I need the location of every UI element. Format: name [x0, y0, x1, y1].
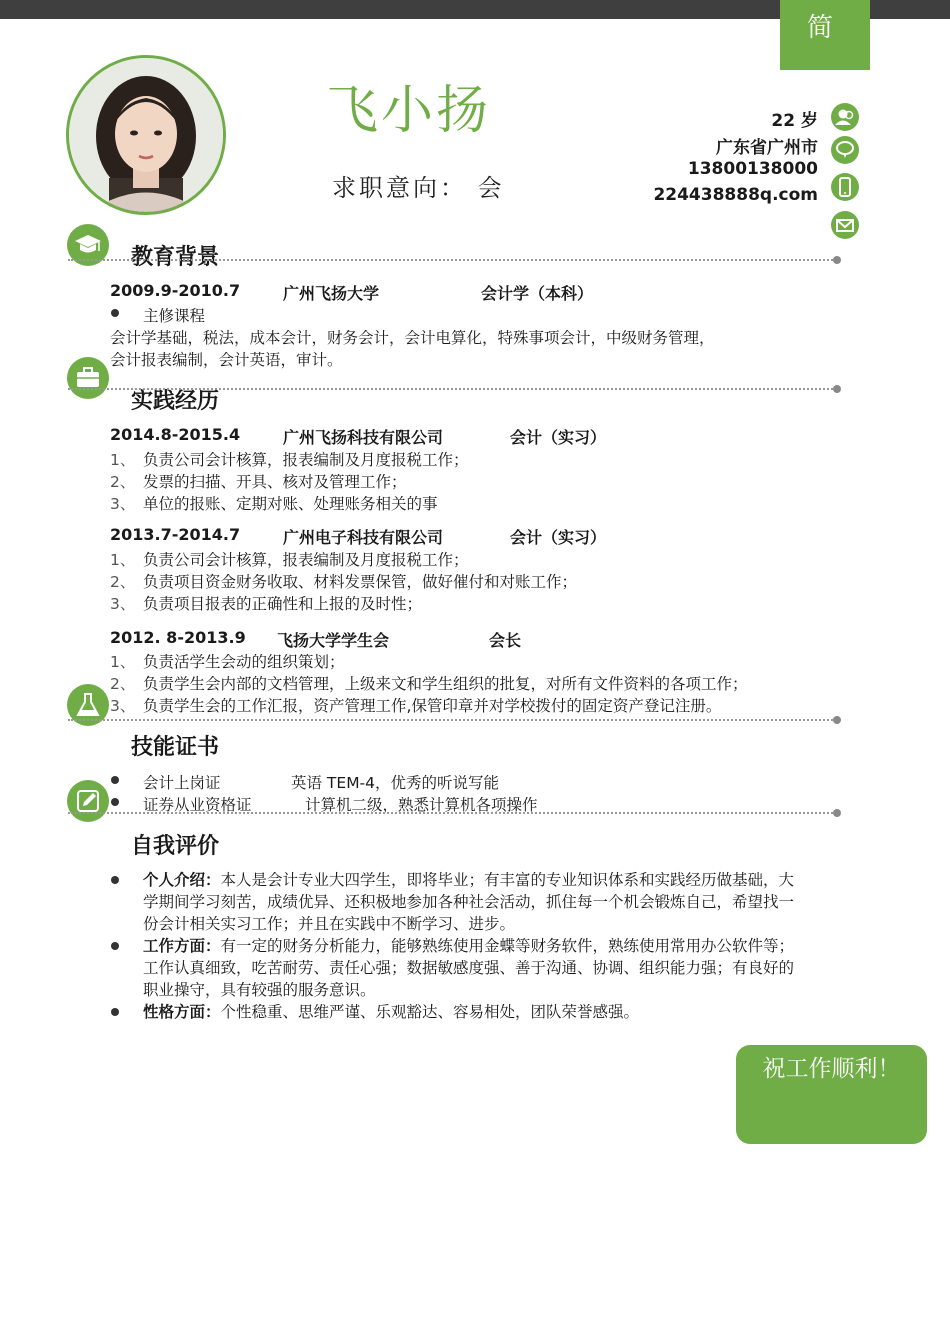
applicant-name: 飞小扬 — [326, 81, 492, 141]
job-header — [110, 425, 810, 447]
job-org: 广州电子科技有限公司 — [283, 528, 444, 547]
job-date: 2013.7-2014.7 — [110, 525, 241, 544]
education-divider — [68, 259, 836, 261]
item-number: 3、 — [110, 495, 136, 513]
item-number: 3、 — [110, 595, 136, 613]
job-org: 广州飞扬科技有限公司 — [283, 428, 444, 447]
contact-phone: 13800138000 — [687, 159, 818, 179]
job-header — [110, 525, 810, 547]
resume-tag: 简 历 — [780, 0, 870, 70]
education-courses-line1: 会计学基础，税法，成本会计，财务会计，会计电算化，特殊事项会计，中级财务管理， — [110, 329, 715, 347]
contact-location: 广东省广州市 — [716, 138, 818, 158]
bullet-dot — [111, 876, 119, 884]
job-role: 会计（实习） — [510, 428, 607, 447]
job-duty: 发票的扫描、开具、核对及管理工作； — [143, 473, 407, 491]
self-text: 有一定的财务分析能力，能够熟练使用金蝶等财务软件，熟练使用常用办公软件等；工作认真细致，吃苦耐劳、责任心强；数据敏感度强、善于沟通、协调、组织能力强；有良好的职业操守，具有较强的服务意识。 — [143, 937, 795, 999]
bullet-dot — [111, 798, 119, 806]
education-bullet: 主修课程 — [143, 307, 206, 325]
self-work — [143, 935, 803, 1001]
job-org: 飞扬大学学生会 — [277, 631, 390, 650]
skill-detail: 计算机二级，熟悉计算机各项操作 — [305, 796, 538, 814]
job-role: 会长 — [489, 631, 522, 650]
self-label: 工作方面： — [143, 937, 221, 955]
job-duty: 负责项目资金财务收取、材料发票保管，做好催付和对账工作； — [143, 573, 578, 591]
job-duty: 负责公司会计核算，报表编制及月度报税工作； — [143, 451, 469, 469]
job-duty: 负责活学生会动的组织策划； — [143, 653, 345, 671]
item-number: 2、 — [110, 473, 136, 491]
user-icon — [831, 103, 859, 131]
bullet-dot — [111, 942, 119, 950]
self-text: 个性稳重、思维严谨、乐观豁达、容易相处，团队荣誉感强。 — [220, 1003, 640, 1021]
education-title: 教育背景 — [131, 245, 220, 270]
education-header — [110, 281, 810, 303]
job-date: 2014.8-2015.4 — [110, 425, 241, 444]
education-date: 2009.9-2010.7 — [110, 281, 241, 300]
item-number: 2、 — [110, 573, 136, 591]
item-number: 1、 — [110, 451, 136, 469]
education-school: 广州飞扬大学 — [283, 284, 380, 303]
phone-icon — [831, 173, 859, 201]
education-major: 会计学（本科） — [481, 284, 594, 303]
skill-cert: 证券从业资格证 — [143, 796, 252, 814]
item-number: 3、 — [110, 697, 136, 715]
job-role: 会计（实习） — [510, 528, 607, 547]
job-duty: 负责项目报表的正确性和上报的及时性； — [143, 595, 423, 613]
skills-title: 技能证书 — [131, 735, 220, 760]
education-courses-line2: 会计报表编制，会计英语，审计。 — [110, 351, 343, 369]
item-number: 1、 — [110, 653, 136, 671]
experience-title: 实践经历 — [131, 389, 220, 414]
item-number: 1、 — [110, 551, 136, 569]
item-number: 2、 — [110, 675, 136, 693]
briefcase-icon — [67, 357, 109, 399]
self-label: 性格方面： — [143, 1003, 221, 1021]
job-duty: 单位的报账、定期对账、处理账务相关的事 — [143, 495, 438, 513]
job-header — [110, 628, 810, 650]
bullet-dot — [111, 776, 119, 784]
job-duty: 负责学生会的工作汇报，资产管理工作,保管印章并对学校拨付的固定资产登记注册。 — [143, 697, 722, 715]
self-intro — [143, 869, 803, 935]
job-intent: 求职意向： 会 — [332, 174, 505, 202]
mail-icon — [831, 211, 859, 239]
pencil-icon — [67, 780, 109, 822]
job-duty: 负责公司会计核算，报表编制及月度报税工作； — [143, 551, 469, 569]
job-date: 2012. 8-2013.9 — [110, 628, 246, 647]
self-divider — [68, 812, 836, 814]
self-label: 个人介绍： — [143, 871, 221, 889]
bullet-dot — [111, 1008, 119, 1016]
closing-wish: 祝工作顺利！ — [736, 1045, 927, 1144]
contact-email: 224438888q.com — [653, 185, 818, 205]
experience-divider — [68, 388, 836, 390]
contact-age: 22 岁 — [771, 111, 818, 131]
self-personality — [143, 1001, 803, 1023]
self-text: 本人是会计专业大四学生，即将毕业；有丰富的专业知识体系和实践经历做基础，大学期间学习刻苦，成绩优异、还积极地参加各种社会活动，抓住每一个机会锻炼自己，希望找一份会计相关实习工作；并且在实践中不断学习、进步。 — [143, 871, 795, 933]
skills-divider — [68, 719, 836, 721]
bullet-dot — [111, 309, 119, 317]
profile-photo — [66, 55, 226, 215]
self-title: 自我评价 — [131, 834, 220, 859]
skill-detail: 英语 TEM-4，优秀的听说写能 — [291, 774, 500, 792]
chat-icon — [831, 136, 859, 164]
job-duty: 负责学生会内部的文档管理，上级来文和学生组织的批复，对所有文件资料的各项工作； — [143, 675, 748, 693]
skill-cert: 会计上岗证 — [143, 774, 221, 792]
